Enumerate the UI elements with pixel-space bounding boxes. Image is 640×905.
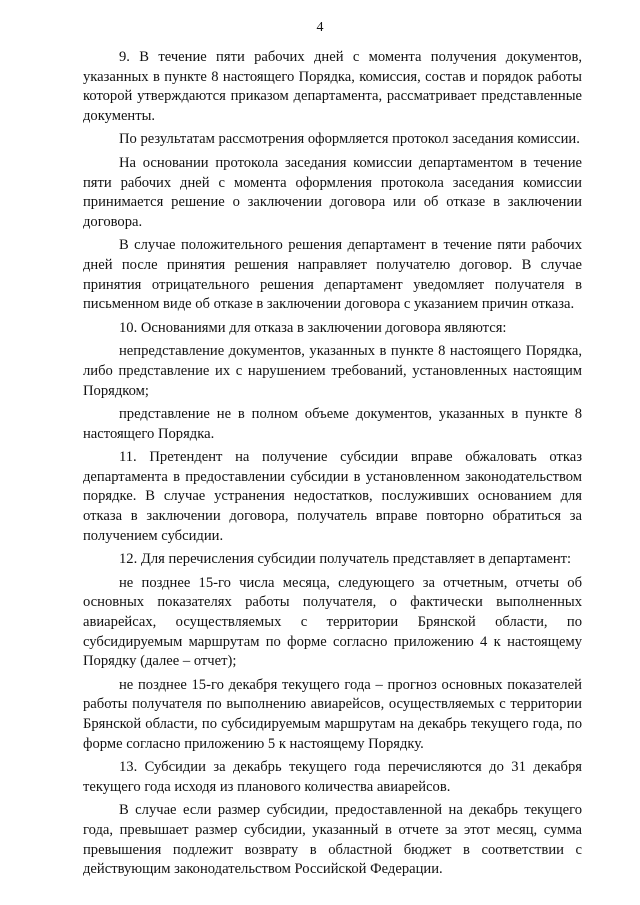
paragraph-13: 13. Субсидии за декабрь текущего года перечисляются до 31 декабря текущего года исходя из планового количества авиарейсов. <box>83 759 582 795</box>
paragraph-11: 11. Претендент на получение субсидии вправе обжаловать отказ департамента в предоставлении субсидии в установленном законодательством порядке. В случае устранения недостатков, послуживших основанием для отказа в заключении договора, получатель вправе повторно обратиться за получением субсидии. <box>83 449 582 544</box>
paragraph-10: 10. Основаниями для отказа в заключении договора являются: <box>119 319 507 336</box>
paragraph-9: 9. В течение пяти рабочих дней с момента получения документов, указанных в пункте 8 настоящего Порядка, комиссия, состав и порядок работы которой утверждаются приказом департамента, рассматривает представленные документы. <box>83 49 582 124</box>
paragraph-refund: В случае если размер субсидии, предоставленной на декабрь текущего года, превышает размер субсидии, указанный в отчете за этот месяц, сумма превышения подлежит возврату в областной бюджет в соответствии с действующим законодательством Российской Федерации. <box>83 802 582 878</box>
paragraph-12: 12. Для перечисления субсидии получатель представляет в департамент: <box>119 551 572 568</box>
document-body <box>83 48 582 884</box>
paragraph-refusal-reason-2: представление не в полном объеме документов, указанных в пункте 8 настоящего Порядка. <box>83 406 582 442</box>
paragraph-refusal-reason-1: непредставление документов, указанных в пункте 8 настоящего Порядка, либо представление их с нарушением требований, установленных настоящим Порядком; <box>83 343 582 399</box>
paragraph-decision: На основании протокола заседания комиссии департаментом в течение пяти рабочих дней с момента оформления протокола заседания комиссии принимается решение о заключении договора или об отказе в заключении договора. <box>83 154 582 230</box>
paragraph-protocol: По результатам рассмотрения оформляется протокол заседания комиссии. <box>119 131 580 148</box>
page-number: 4 <box>316 20 324 35</box>
paragraph-report-monthly: не позднее 15-го числа месяца, следующего за отчетным, отчеты об основных показателях работы получателя, о фактически выполненных авиарейсах, осуществляемых с территории Брянской области, по субсидируемым маршрутам по форме согласно приложению 4 к настоящему Порядку (далее – отчет); <box>83 574 582 670</box>
paragraph-report-december: не позднее 15-го декабря текущего года – прогноз основных показателей работы получателя по выполнению авиарейсов, осуществляемых с территории Брянской области, по субсидируемым маршрутам на декабрь текущего года, по форме согласно приложению 5 к настоящему Порядку. <box>83 676 582 752</box>
paragraph-notification: В случае положительного решения департамент в течение пяти рабочих дней после принятия решения направляет получателю договор. В случае принятия отрицательного решения департамент уведомляет получателя в письменном виде об отказе в заключении договора с указанием причин отказа. <box>83 237 582 313</box>
